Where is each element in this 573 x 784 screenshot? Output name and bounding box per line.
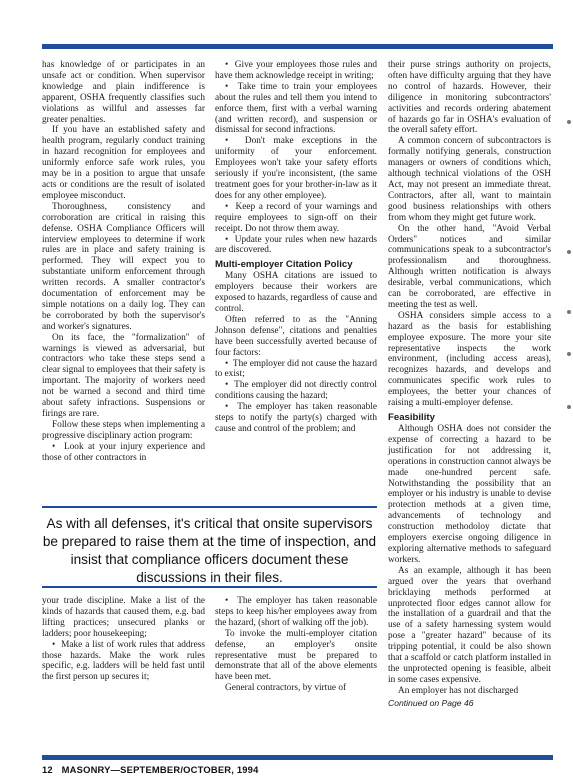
continued-note[interactable]: Continued on Page 46 (388, 697, 474, 708)
column-2-bottom (215, 596, 377, 694)
paragraph: your trade discipline. Make a list of the kinds of hazards that caused them, e.g. bad lifting practices; unsecured planks or ladders; poor housekeeping; (42, 596, 205, 639)
paragraph: An employer has not discharged (398, 685, 519, 696)
paragraph: Often referred to as the "Anning Johnson defense", citations and penalties have been successfully averted because of four factors: (215, 314, 377, 358)
bottom-rule (42, 755, 553, 760)
paragraph: On the other hand, "Avoid Verbal Orders" notices and similar communications speak to a subcontractor's professionalism and thoroughness. Although written notification is always desirable, verbal communications, which can be corroborated, are effective in meeting the test as well. (388, 223, 551, 310)
column-1-bottom (42, 596, 205, 683)
bullet-item: • Give your employees those rules and have them acknowledge receipt in writing; (215, 60, 377, 82)
bullet-item: • Look at your injury experience and those of other contractors in (42, 442, 205, 464)
column-2 (215, 60, 377, 435)
pullquote-rule-bottom (42, 586, 377, 588)
bullet-item: • The employer has taken reasonable steps to keep his/her employees away from the hazard, (short of walking off the job). (215, 596, 377, 629)
column-3 (388, 60, 551, 709)
bullet-item: • Update your rules when new hazards are discovered. (215, 235, 377, 257)
scan-edge-mark (567, 250, 571, 254)
paragraph: If you have an established safety and health program, regularly conduct training in hazard recognition for employees and uniformly enforce safe work rules, you may be in a position to argue that unsafe acts or conditions are the result of isolated employee misconduct. (42, 125, 205, 201)
page-footer (42, 764, 259, 775)
scan-edge-mark (567, 120, 571, 124)
bullet-item: • The employer did not cause the hazard to exist; (215, 359, 377, 381)
scan-edge-mark (567, 310, 571, 314)
paragraph: Thoroughness, consistency and corroboration are critical in raising this defense. OSHA Compliance Officers will interview employees to determine if work rules are in place and safety training is performed. They will expect you to substantiate uniform enforcement through written records. A smaller contractor's documentation of enforcement may be simple notations on a daily log. They can be corroborated by both the supervisor's and worker's signatures. (42, 201, 205, 332)
paragraph: To invoke the multi-employer citation defense, an employer's onsite representative must be prepared to demonstrate that all of the above elements have been met. (215, 628, 377, 683)
paragraph: A common concern of subcontractors is formally notifying generals, construction managers or owners of conditions which, although technical violations of the OSH Act, may not present an immediate threat. Contractors, after all, want to maintain good business relationships with others from whom they might get future work. (388, 136, 551, 223)
paragraph: OSHA considers simple access to a hazard as the basis for establishing employee exposure. The more your site representative inspects the work environment, (including access areas), recognizes hazards, and develops and communicates specific work rules to employees, the better your chances of raising a multi-employer defense. (388, 310, 551, 409)
pullquote-rule-top (42, 506, 377, 508)
paragraph: General contractors, by virtue of (225, 683, 347, 694)
bullet-item: • Don't make exceptions in the uniformity of your enforcement. Employees won't take your safety efforts seriously if you're inconsistent, (the same treatment goes for your brother-in-law as it does for any other employee). (215, 136, 377, 201)
page-number: 12 (42, 764, 53, 775)
publication-line: MASONRY—SEPTEMBER/OCTOBER, 1994 (61, 764, 259, 775)
paragraph: Although OSHA does not consider the expense of correcting a hazard to be justification for not addressing it, operations in construction cannot always be made one-hundred percent safe. Notwithstanding the possibility that an employer or his industry is unable to devise protection methods at a given time, advancements of technology and construction methodoloy dictate that employers exercise ongoing diligence in exploring alternative methods to safeguard workers. (388, 424, 551, 565)
section-heading: Feasibility (388, 412, 435, 423)
paragraph: Many OSHA citations are issued to employers because their workers are exposed to hazards, regardless of cause and control. (215, 271, 377, 315)
paragraph: Follow these steps when implementing a progressive disciplinary action program: (42, 419, 205, 441)
bullet-item: • Keep a record of your warnings and require employees to sign-off on their receipt. Do not throw them away. (215, 202, 377, 235)
paragraph: On its face, the "formalization" of warnings is viewed as adversarial, but contractors who take these steps send a clear signal to employees that their safety is important. The majority of workers need not be warned a second and third time about safety infractions. Suspensions or firings are rare. (42, 332, 205, 419)
section-heading: Multi-employer Citation Policy (215, 259, 353, 271)
paragraph: their purse strings authority on projects, often have difficulty arguing that they have no control of hazards. However, their diligence in monitoring subcontractors' activities and records ordering abatement of hazards go far in OSHA's evaluation of the overall safety effort. (388, 60, 551, 136)
top-rule (42, 44, 553, 49)
scan-edge-mark (567, 352, 571, 356)
bullet-item: • The employer has taken reasonable steps to notify the party(s) charged with cause and control of the problem; and (215, 402, 377, 435)
bullet-item: • Take time to train your employees about the rules and tell them you intend to enforce them, first with a verbal warning (and written record), and suspension or dismissal for second infractions. (215, 82, 377, 137)
paragraph: has knowledge of or participates in an unsafe act or condition. When supervisor knowledge and plain indifference is apparent, OSHA frequently classifies such violations as willful and assesses far greater penalties. (42, 60, 205, 125)
column-1 (42, 60, 205, 464)
bullet-item: • Make a list of work rules that address those hazards. Make the work rules specific, e.g. ladders will be held fast until the first person up secures it; (42, 640, 205, 684)
paragraph: As an example, although it has been argued over the years that overhand bricklaying methods performed at unprotected floor edges cannot allow for the installation of a guardrail and that the use of a safety harnessing system would pose a "greater hazard" because of its tripping potential, it could be also shown that a scaffold or catch platform installed in the unprotected opening is feasible, albeit in some cases expensive. (388, 565, 551, 685)
pull-quote: As with all defenses, it's critical that onsite supervisors be prepared to raise them at the time of inspection, and insist that compliance officers document these discussions in their files. (42, 516, 377, 585)
scan-edge-mark (567, 405, 571, 409)
bullet-item: • The employer did not directly control conditions causing the hazard; (215, 380, 377, 402)
